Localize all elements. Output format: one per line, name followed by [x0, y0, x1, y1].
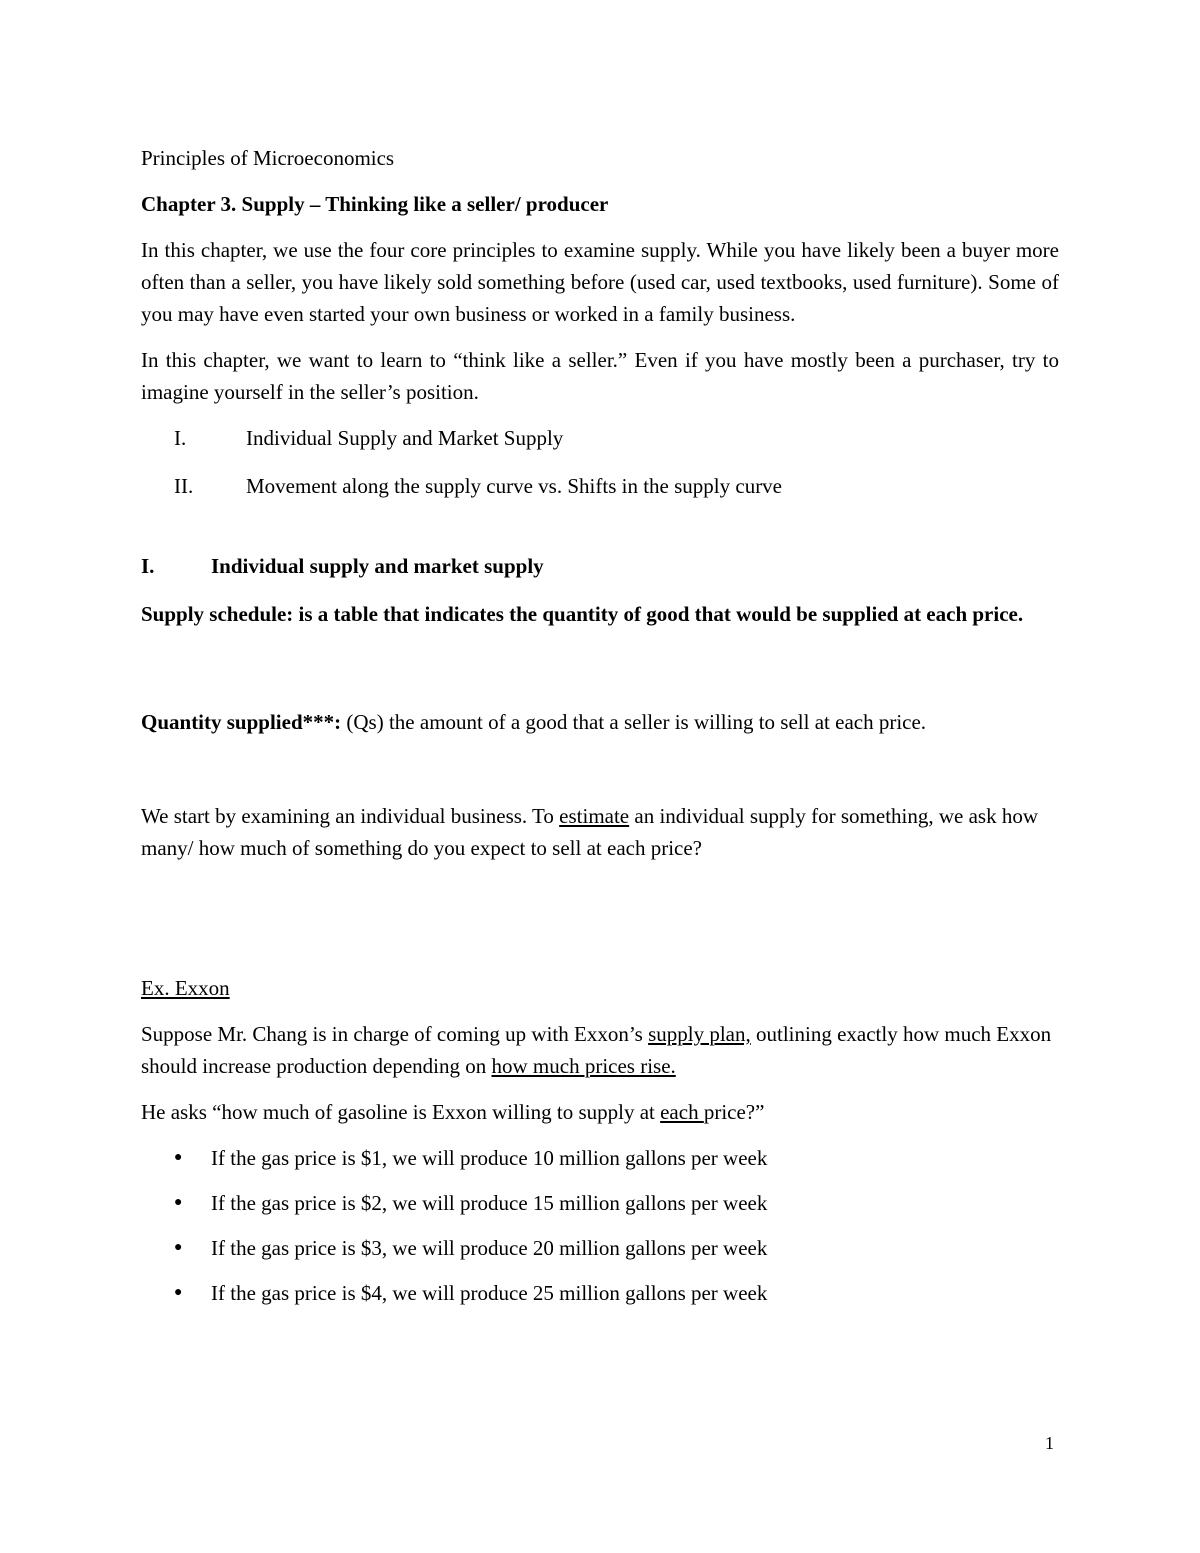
- list-item: [141, 1142, 1059, 1174]
- bullet-icon: ●: [174, 1150, 183, 1165]
- example-heading: Ex. Exxon: [141, 976, 230, 1000]
- chang-underline-2: how much prices rise.: [491, 1054, 676, 1078]
- bullet-text: If the gas price is $1, we will produce 10 million gallons per week: [211, 1146, 768, 1170]
- estimate-text-after: an individual supply for something, we ask how many/ how much of something do you expect to sell at each price?: [141, 804, 1039, 860]
- quantity-supplied-definition: [141, 706, 1059, 738]
- list-item: [141, 1232, 1059, 1264]
- think-like-seller-paragraph: In this chapter, we want to learn to “think like a seller.” Even if you have mostly been a purchaser, try to imagine yourself in the seller’s position.: [141, 348, 1059, 404]
- list-item: [141, 1187, 1059, 1219]
- quantity-supplied-term: Quantity supplied***:: [141, 710, 342, 734]
- section-number: I.: [141, 554, 155, 578]
- chang-text-2: outlining exactly how much Exxon should increase production depending on: [141, 1022, 1052, 1078]
- outline-number: II.: [174, 474, 194, 498]
- course-title: Principles of Microeconomics: [141, 146, 395, 170]
- outline-number: I.: [174, 426, 187, 450]
- supply-schedule-definition: Supply schedule: is a table that indicates the quantity of good that would be supplied at each price.: [141, 602, 1024, 626]
- bullet-text: If the gas price is $3, we will produce 20 million gallons per week: [211, 1236, 768, 1260]
- chang-underline-1: supply plan,: [648, 1022, 751, 1046]
- outline-item: [141, 422, 1059, 454]
- bullet-icon: ●: [174, 1240, 183, 1255]
- bullet-text: If the gas price is $4, we will produce 25 million gallons per week: [211, 1281, 768, 1305]
- page-number: 1: [1045, 1433, 1054, 1453]
- estimate-underlined: estimate: [559, 804, 630, 828]
- question-underlined: each: [660, 1100, 704, 1124]
- chapter-outline: [141, 422, 1059, 502]
- outline-item: [141, 470, 1059, 502]
- chapter-title: Chapter 3. Supply – Thinking like a seller/ producer: [141, 192, 609, 216]
- question-paragraph: [141, 1096, 1059, 1128]
- section-heading: [141, 550, 1059, 582]
- bullet-icon: ●: [174, 1285, 183, 1300]
- question-text-after: price?”: [703, 1100, 765, 1124]
- chang-paragraph: [141, 1018, 1059, 1082]
- list-item: [141, 1277, 1059, 1309]
- section-title: Individual supply and market supply: [211, 554, 544, 578]
- bullet-text: If the gas price is $2, we will produce 15 million gallons per week: [211, 1191, 768, 1215]
- production-bullets: [141, 1142, 1059, 1309]
- page-content: [141, 142, 1059, 1322]
- question-text-before: He asks “how much of gasoline is Exxon willing to supply at: [141, 1100, 661, 1124]
- chang-text-1: Suppose Mr. Chang is in charge of coming up with Exxon’s: [141, 1022, 649, 1046]
- intro-paragraph: In this chapter, we use the four core principles to examine supply. While you have likely been a buyer more often than a seller, you have likely sold something before (used car, used textbooks, used furniture). Some of you may have even started your own business or worked in a family business.: [141, 238, 1059, 326]
- outline-text: Individual Supply and Market Supply: [246, 426, 564, 450]
- quantity-supplied-text: (Qs) the amount of a good that a seller is willing to sell at each price.: [341, 710, 927, 734]
- estimate-text-before: We start by examining an individual business. To: [141, 804, 560, 828]
- outline-text: Movement along the supply curve vs. Shifts in the supply curve: [246, 474, 783, 498]
- estimate-paragraph: [141, 800, 1059, 864]
- bullet-icon: ●: [174, 1195, 183, 1210]
